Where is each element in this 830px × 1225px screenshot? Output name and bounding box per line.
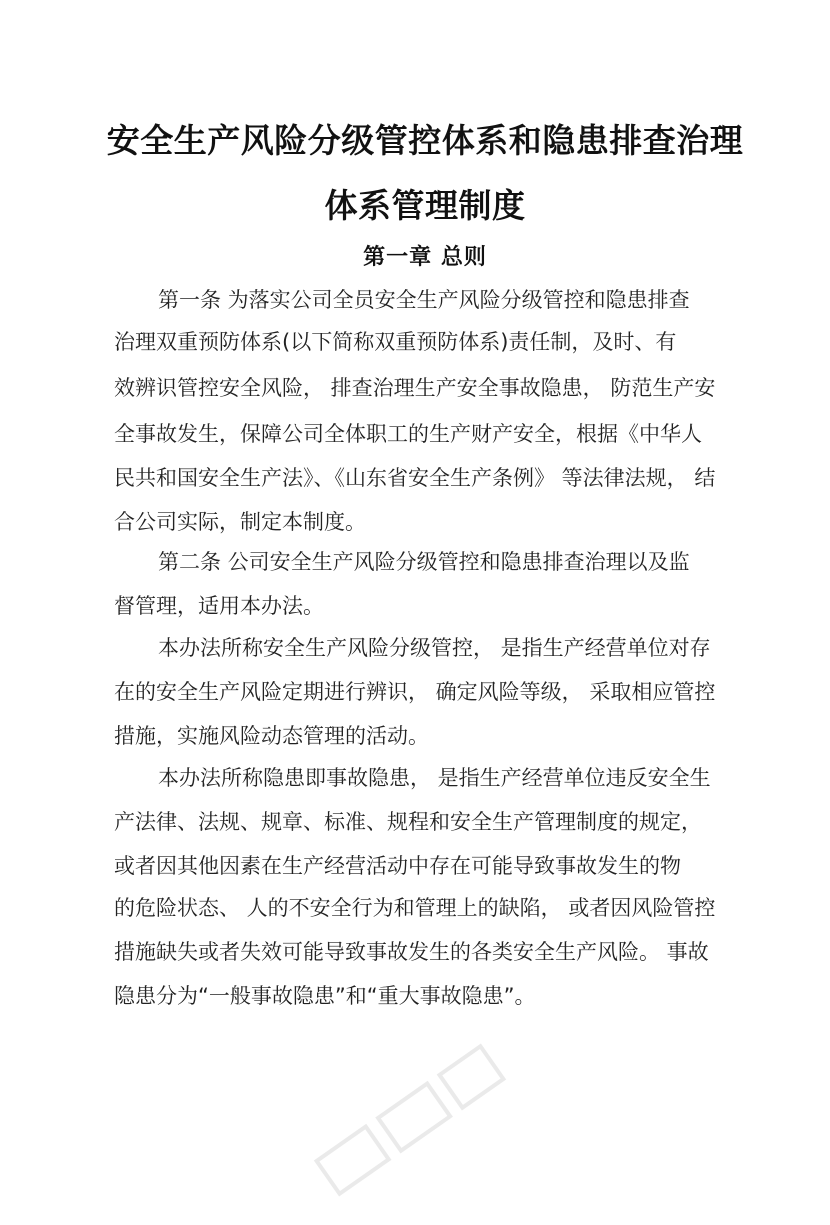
body-line: 在的安全生产风险定期进行辨识， 确定风险等级， 采取相应管控: [114, 680, 716, 704]
body-line: 第二条 公司安全生产风险分级管控和隐患排查治理以及监: [158, 550, 690, 574]
chapter-heading: 第一章 总则: [363, 245, 487, 270]
body-line: 的危险状态、 人的不安全行为和管理上的缺陷， 或者因风险管控: [114, 896, 716, 920]
body-line: 隐患分为“一般事故隐患”和“重大事故隐患”。: [114, 984, 536, 1008]
watermark-shape: [297, 1024, 523, 1216]
body-line: 或者因其他因素在生产经营活动中存在可能导致事故发生的物: [114, 854, 681, 878]
body-line: 措施，实施风险动态管理的活动。: [114, 724, 429, 748]
body-line: 产法律、法规、规章、标准、规程和安全生产管理制度的规定，: [114, 810, 702, 834]
body-line: 措施缺失或者失效可能导致事故发生的各类安全生产风险。 事故: [114, 940, 709, 964]
document-title-line-2: 体系管理制度: [324, 186, 526, 225]
body-line: 本办法所称隐患即事故隐患， 是指生产经营单位违反安全生: [158, 766, 711, 790]
body-line: 合公司实际，制定本制度。: [114, 510, 366, 534]
body-line: 本办法所称安全生产风险分级管控， 是指生产经营单位对存: [158, 636, 711, 660]
body-line: 治理双重预防体系(以下简称双重预防体系)责任制，及时、有: [114, 330, 677, 354]
document-title-line-1: 安全生产风险分级管控体系和隐患排查治理: [106, 121, 744, 160]
body-line: 效辨识管控安全风险， 排查治理生产安全事故隐患， 防范生产安: [114, 376, 716, 400]
watermark-decoration: [297, 1024, 523, 1216]
body-line: 督管理，适用本办法。: [114, 594, 324, 618]
body-line: 全事故发生，保障公司全体职工的生产财产安全，根据《中华人: [114, 422, 702, 446]
body-line: 民共和国安全生产法》、《山东省安全生产条例》 等法律法规， 结: [114, 466, 716, 490]
body-line: 第一条 为落实公司全员安全生产风险分级管控和隐患排查: [158, 288, 690, 312]
